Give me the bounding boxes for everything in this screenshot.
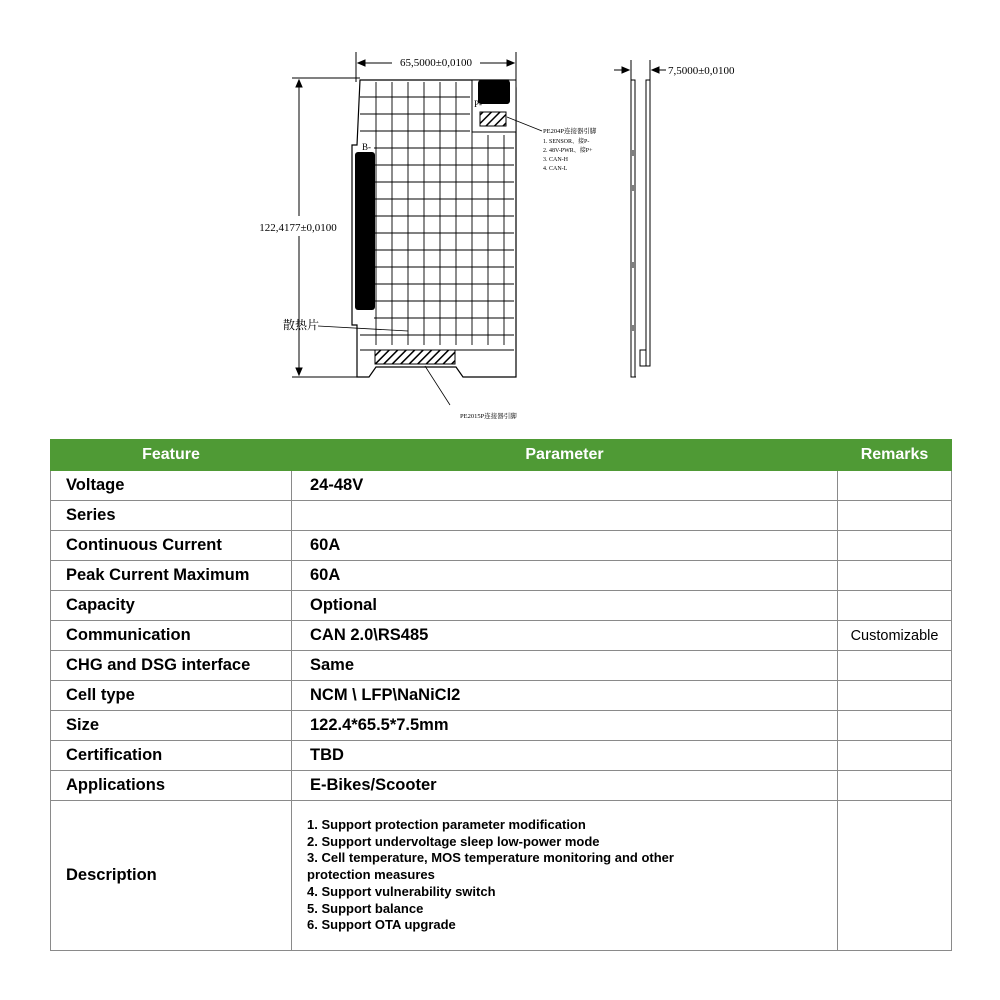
description-item: 5. Support balance [307,900,424,916]
remark-cell [838,711,952,741]
b-minus-pad [355,152,375,310]
top-connector-note-title: PE204P连接器引脚 [543,128,597,135]
table-row [51,771,952,801]
bottom-connector-note: PE2015P连接器引脚 [460,413,517,420]
remark-cell [838,801,952,951]
table-row [51,531,952,561]
remark-cell [838,741,952,771]
header-parameter: Parameter [292,440,838,471]
description-row [51,801,952,951]
parameter-cell: 60A [292,561,838,591]
table-row [51,711,952,741]
top-connector-note-line: 1. SENSOR、接P- [543,139,590,145]
table-row [51,621,952,651]
parameter-cell: 60A [292,531,838,561]
parameter-cell: Same [292,651,838,681]
description-cell [292,801,838,951]
feature-cell: Peak Current Maximum [51,561,292,591]
parameter-cell: NCM \ LFP\NaNiCl2 [292,681,838,711]
p-minus-label: P- [474,99,483,109]
thickness-dimension-label: 7,5000±0,0100 [668,65,735,77]
table-row [51,561,952,591]
feature-cell: Applications [51,771,292,801]
remark-cell [838,771,952,801]
description-item: 2. Support undervoltage sleep low-power mode [307,833,600,849]
description-item: 4. Support vulnerability switch [307,883,496,899]
remark-cell: Customizable [838,621,952,651]
remark-cell [838,651,952,681]
table-row [51,651,952,681]
description-item: 1. Support protection parameter modification [307,816,586,832]
remark-cell [838,561,952,591]
description-item: 6. Support OTA upgrade [307,917,456,933]
p-minus-pad [478,80,510,104]
remark-cell [838,501,952,531]
feature-cell: Cell type [51,681,292,711]
parameter-cell: Optional [292,591,838,621]
side-view [614,60,666,377]
technical-drawing [0,0,1000,430]
feature-cell: CHG and DSG interface [51,651,292,681]
feature-cell: Series [51,501,292,531]
heatsink-label: 散热片 [283,318,320,332]
table-row [51,741,952,771]
b-minus-label: B- [362,142,371,152]
table-row [51,681,952,711]
header-feature: Feature [51,440,292,471]
top-connector-note-line: 4. CAN-L [543,166,568,172]
feature-cell: Size [51,711,292,741]
spec-table [50,439,952,951]
top-connector-note-line: 3. CAN-H [543,157,568,163]
parameter-cell [292,501,838,531]
remark-cell [838,681,952,711]
table-header-row [51,440,952,471]
parameter-cell: E-Bikes/Scooter [292,771,838,801]
header-remarks: Remarks [838,440,952,471]
table-row [51,501,952,531]
feature-cell: Certification [51,741,292,771]
parameter-cell: CAN 2.0\RS485 [292,621,838,651]
feature-cell: Description [51,801,292,951]
table-row [51,591,952,621]
height-dimension-label: 122,4177±0,0100 [259,222,337,234]
bottom-connector-hatch [375,350,455,364]
feature-cell: Communication [51,621,292,651]
feature-cell: Continuous Current [51,531,292,561]
parameter-cell: TBD [292,741,838,771]
description-item: 3. Cell temperature, MOS temperature monitoring and other protection measures [307,850,674,883]
remark-cell [838,531,952,561]
table-row [51,471,952,501]
top-connector-hatch [480,112,506,126]
width-dimension-label: 65,5000±0,0100 [399,57,473,69]
feature-cell: Voltage [51,471,292,501]
parameter-cell: 122.4*65.5*7.5mm [292,711,838,741]
description-list [307,817,837,935]
remark-cell [838,471,952,501]
feature-cell: Capacity [51,591,292,621]
remark-cell [838,591,952,621]
top-connector-note-line: 2. 48V-PWR、接P+ [543,148,593,154]
parameter-cell: 24-48V [292,471,838,501]
